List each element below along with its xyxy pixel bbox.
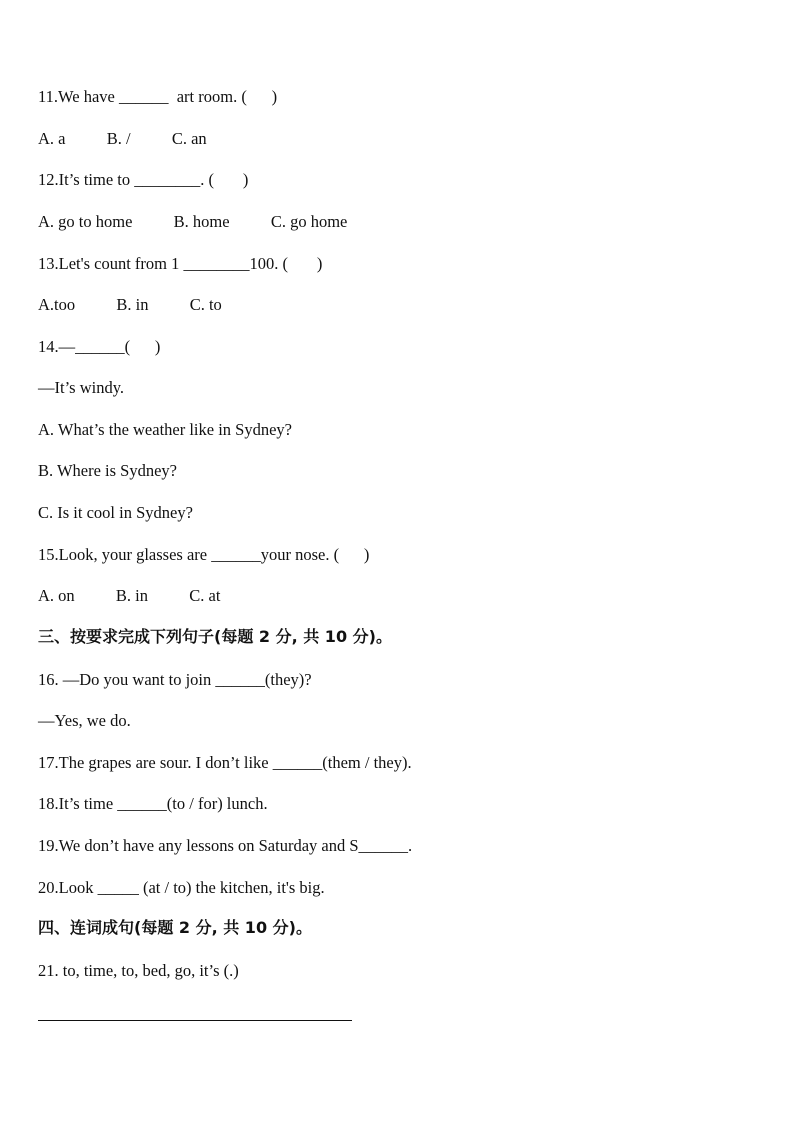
section-4-heading: 四、连词成句(每题 2 分, 共 10 分)。 <box>38 918 312 937</box>
answer-line <box>38 1020 352 1021</box>
question-21: 21. to, time, to, bed, go, it’s (.) <box>38 961 239 980</box>
question-20: 20.Look _____ (at / to) the kitchen, it's big. <box>38 878 325 897</box>
question-16-answer: —Yes, we do. <box>38 711 131 730</box>
question-14-answer: —It’s windy. <box>38 378 125 397</box>
question-12-options: A. go to home B. home C. go home <box>38 212 348 231</box>
section-3-heading: 三、按要求完成下列句子(每题 2 分, 共 10 分)。 <box>38 627 392 646</box>
question-18: 18.It’s time ______(to / for) lunch. <box>38 794 268 813</box>
question-11: 11.We have ______ art room. ( ) <box>38 87 278 106</box>
question-14-option-c: C. Is it cool in Sydney? <box>38 503 193 522</box>
question-15-options: A. on B. in C. at <box>38 586 221 605</box>
question-19: 19.We don’t have any lessons on Saturday and S______. <box>38 836 413 855</box>
question-13: 13.Let's count from 1 ________100. ( ) <box>38 254 323 273</box>
question-11-options: A. a B. / C. an <box>38 129 207 148</box>
question-14: 14.—______( ) <box>38 337 161 356</box>
question-17: 17.The grapes are sour. I don’t like ______(them / they). <box>38 753 412 772</box>
question-14-option-b: B. Where is Sydney? <box>38 461 178 480</box>
question-13-options: A.too B. in C. to <box>38 295 222 314</box>
question-15: 15.Look, your glasses are ______your nose. ( ) <box>38 545 370 564</box>
question-14-option-a: A. What’s the weather like in Sydney? <box>38 420 293 439</box>
question-16: 16. —Do you want to join ______(they)? <box>38 670 312 689</box>
question-12: 12.It’s time to ________. ( ) <box>38 170 249 189</box>
